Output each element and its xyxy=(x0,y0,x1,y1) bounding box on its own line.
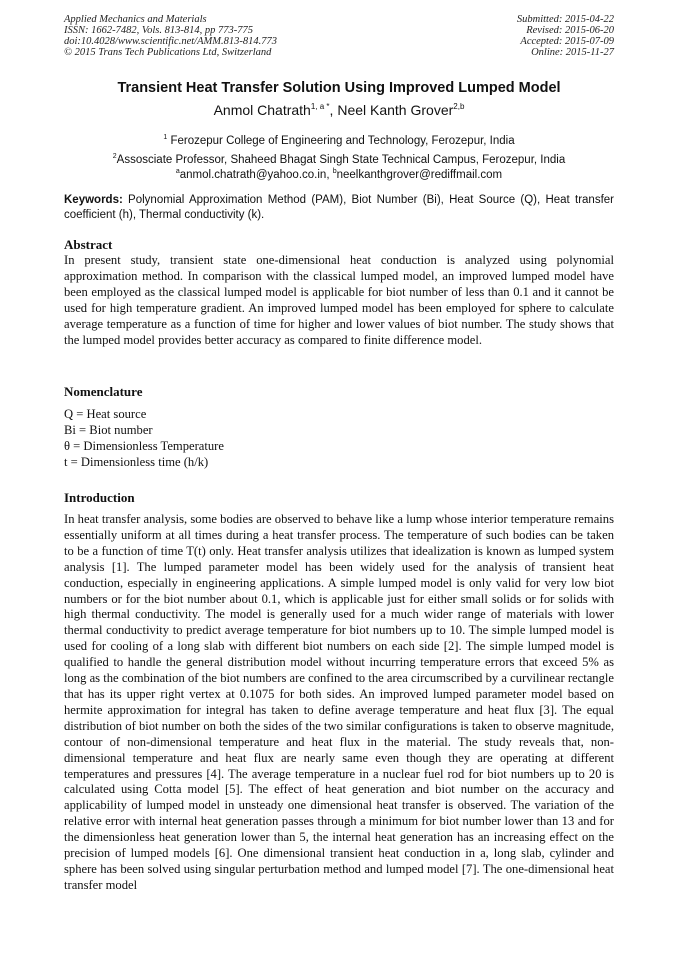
date-accepted: Accepted: 2015-07-09 xyxy=(520,36,614,47)
abstract-heading: Abstract xyxy=(64,237,113,252)
affiliation-2-text: Assosciate Professor, Shaheed Bhagat Singh State Technical Campus, Ferozepur, India xyxy=(116,154,566,166)
affiliation-2-marker: 2 xyxy=(112,153,117,160)
paper-title: Transient Heat Transfer Solution Using Improved Lumped Model xyxy=(117,80,561,96)
email-1: anmol.chatrath@yahoo.co.in, xyxy=(179,169,333,181)
nomenclature-item: θ = Dimensionless Temperature xyxy=(64,439,224,453)
date-revised: Revised: 2015-06-20 xyxy=(526,25,614,36)
keywords-text: Polynomial Approximation Method (PAM), Biot Number (Bi), Heat Source (Q), Heat transfer coefficient (h), Thermal conductivity (k). xyxy=(64,194,614,221)
author-2-name: Neel Kanth Grover xyxy=(337,102,454,118)
email-1-marker: a xyxy=(175,168,180,175)
introduction-heading: Introduction xyxy=(64,490,135,505)
abstract-text: In present study, transient state one-dimensional heat conduction is analyzed using polynomial approximation method. In comparison with the classical lumped model, an improved lumped model have been employed as the classical lumped model is applicable for biot number of less than 0.1 and it cannot be used for high temperature gradient. An improved lumped model has been employed for sphere to calculate average temperature as a function of time for higher and lower values of biot number. The study shows that the lumped model provides better accuracy as compared to finite difference model. xyxy=(64,253,614,347)
nomenclature-item: Q = Heat source xyxy=(64,407,147,421)
keywords-label: Keywords: xyxy=(64,194,123,206)
journal-doi: doi:10.4028/www.scientific.net/AMM.813-814.773 xyxy=(64,36,277,47)
affiliation-1-marker: 1 xyxy=(163,134,168,141)
nomenclature-item: t = Dimensionless time (h/k) xyxy=(64,455,209,469)
keywords xyxy=(64,193,614,223)
author-1-marker: 1, a * xyxy=(310,102,330,111)
submission-dates xyxy=(517,14,614,58)
author-separator: , xyxy=(329,102,338,118)
date-online: Online: 2015-11-27 xyxy=(531,47,614,58)
journal-info xyxy=(64,14,277,58)
date-submitted: Submitted: 2015-04-22 xyxy=(516,14,614,25)
affiliation-1-text: Ferozepur College of Engineering and Technology, Ferozepur, India xyxy=(167,135,515,147)
author-1-name: Anmol Chatrath xyxy=(213,102,311,118)
email-2-marker: b xyxy=(332,168,337,175)
journal-copyright: © 2015 Trans Tech Publications Ltd, Switzerland xyxy=(64,47,272,58)
nomenclature-item: Bi = Biot number xyxy=(64,423,153,437)
email-2: neelkanthgrover@rediffmail.com xyxy=(336,169,503,181)
journal-name: Applied Mechanics and Materials xyxy=(64,14,207,25)
affiliation-1 xyxy=(0,130,678,149)
author-2-marker: 2,b xyxy=(453,102,465,111)
affiliation-2 xyxy=(0,149,678,168)
author-emails xyxy=(0,168,678,181)
nomenclature-heading: Nomenclature xyxy=(64,384,143,399)
journal-issn: ISSN: 1662-7482, Vols. 813-814, pp 773-775 xyxy=(64,25,253,36)
affiliations xyxy=(0,130,678,168)
nomenclature-list xyxy=(64,406,224,470)
introduction-text: In heat transfer analysis, some bodies are observed to behave like a lump whose interior temperature remains essentially uniform at all times during a heat transfer process. The temperature of such bodies can be taken to be a function of time T(t) only. Heat transfer analysis utilizes that idealization is known as lumped system analysis [1]. The lumped parameter model has been widely used for the analysis of transient heat conduction, especially in engineering applications. A simple lumped model is only valid for very low biot numbers or for the biot number about 0.1, which is applicable just for either small solids or for solids with high thermal conductivity. The model is generally used for a much wider range of materials with lower thermal conductivity to predict average temperature for biot numbers up to 10. The simple lumped model is used for cooling of a long slab with different biot numbers on each side [2]. The simple lumped model is qualified to handle the general distribution model without incurring temperature errors that exceed 5% as long as the combination of the biot numbers are confined to the area circumscribed by a curvilinear rectangle that has its upper right vertex at 0.1075 for both sides. An improved lumped parameter model based on hermite approximation for integral has taken to define average temperature and heat flux [3]. The equal distribution of biot number on both the sides of the two similar configurations is taken to observe magnitude, contour of non-dimensional temperature and heat flux in the material. The study reveals that, non-dimensional temperature and heat flux are nearly same even though they are operating at different temperatures and pressures [4]. The average temperature in a nuclear fuel rod for biot numbers up to 20 is calculated using Cotta model [5]. The effect of heat generation and biot number on the accuracy and applicability of lumped model in unsteady one dimensional heat transfer is observed. The variation of the relative error with internal heat generation passes through a minimum for biot number lower than 13 and for the dimensionless heat generation lower than 5, the internal heat generation has an increasing effect on the precision of lumped models [6]. One dimensional transient heat conduction in a, long slab, cylinder and sphere has been solved using singular perturbation method and lumped model [7]. The one-dimensional heat transfer model xyxy=(64,512,614,892)
author-line xyxy=(0,102,678,118)
